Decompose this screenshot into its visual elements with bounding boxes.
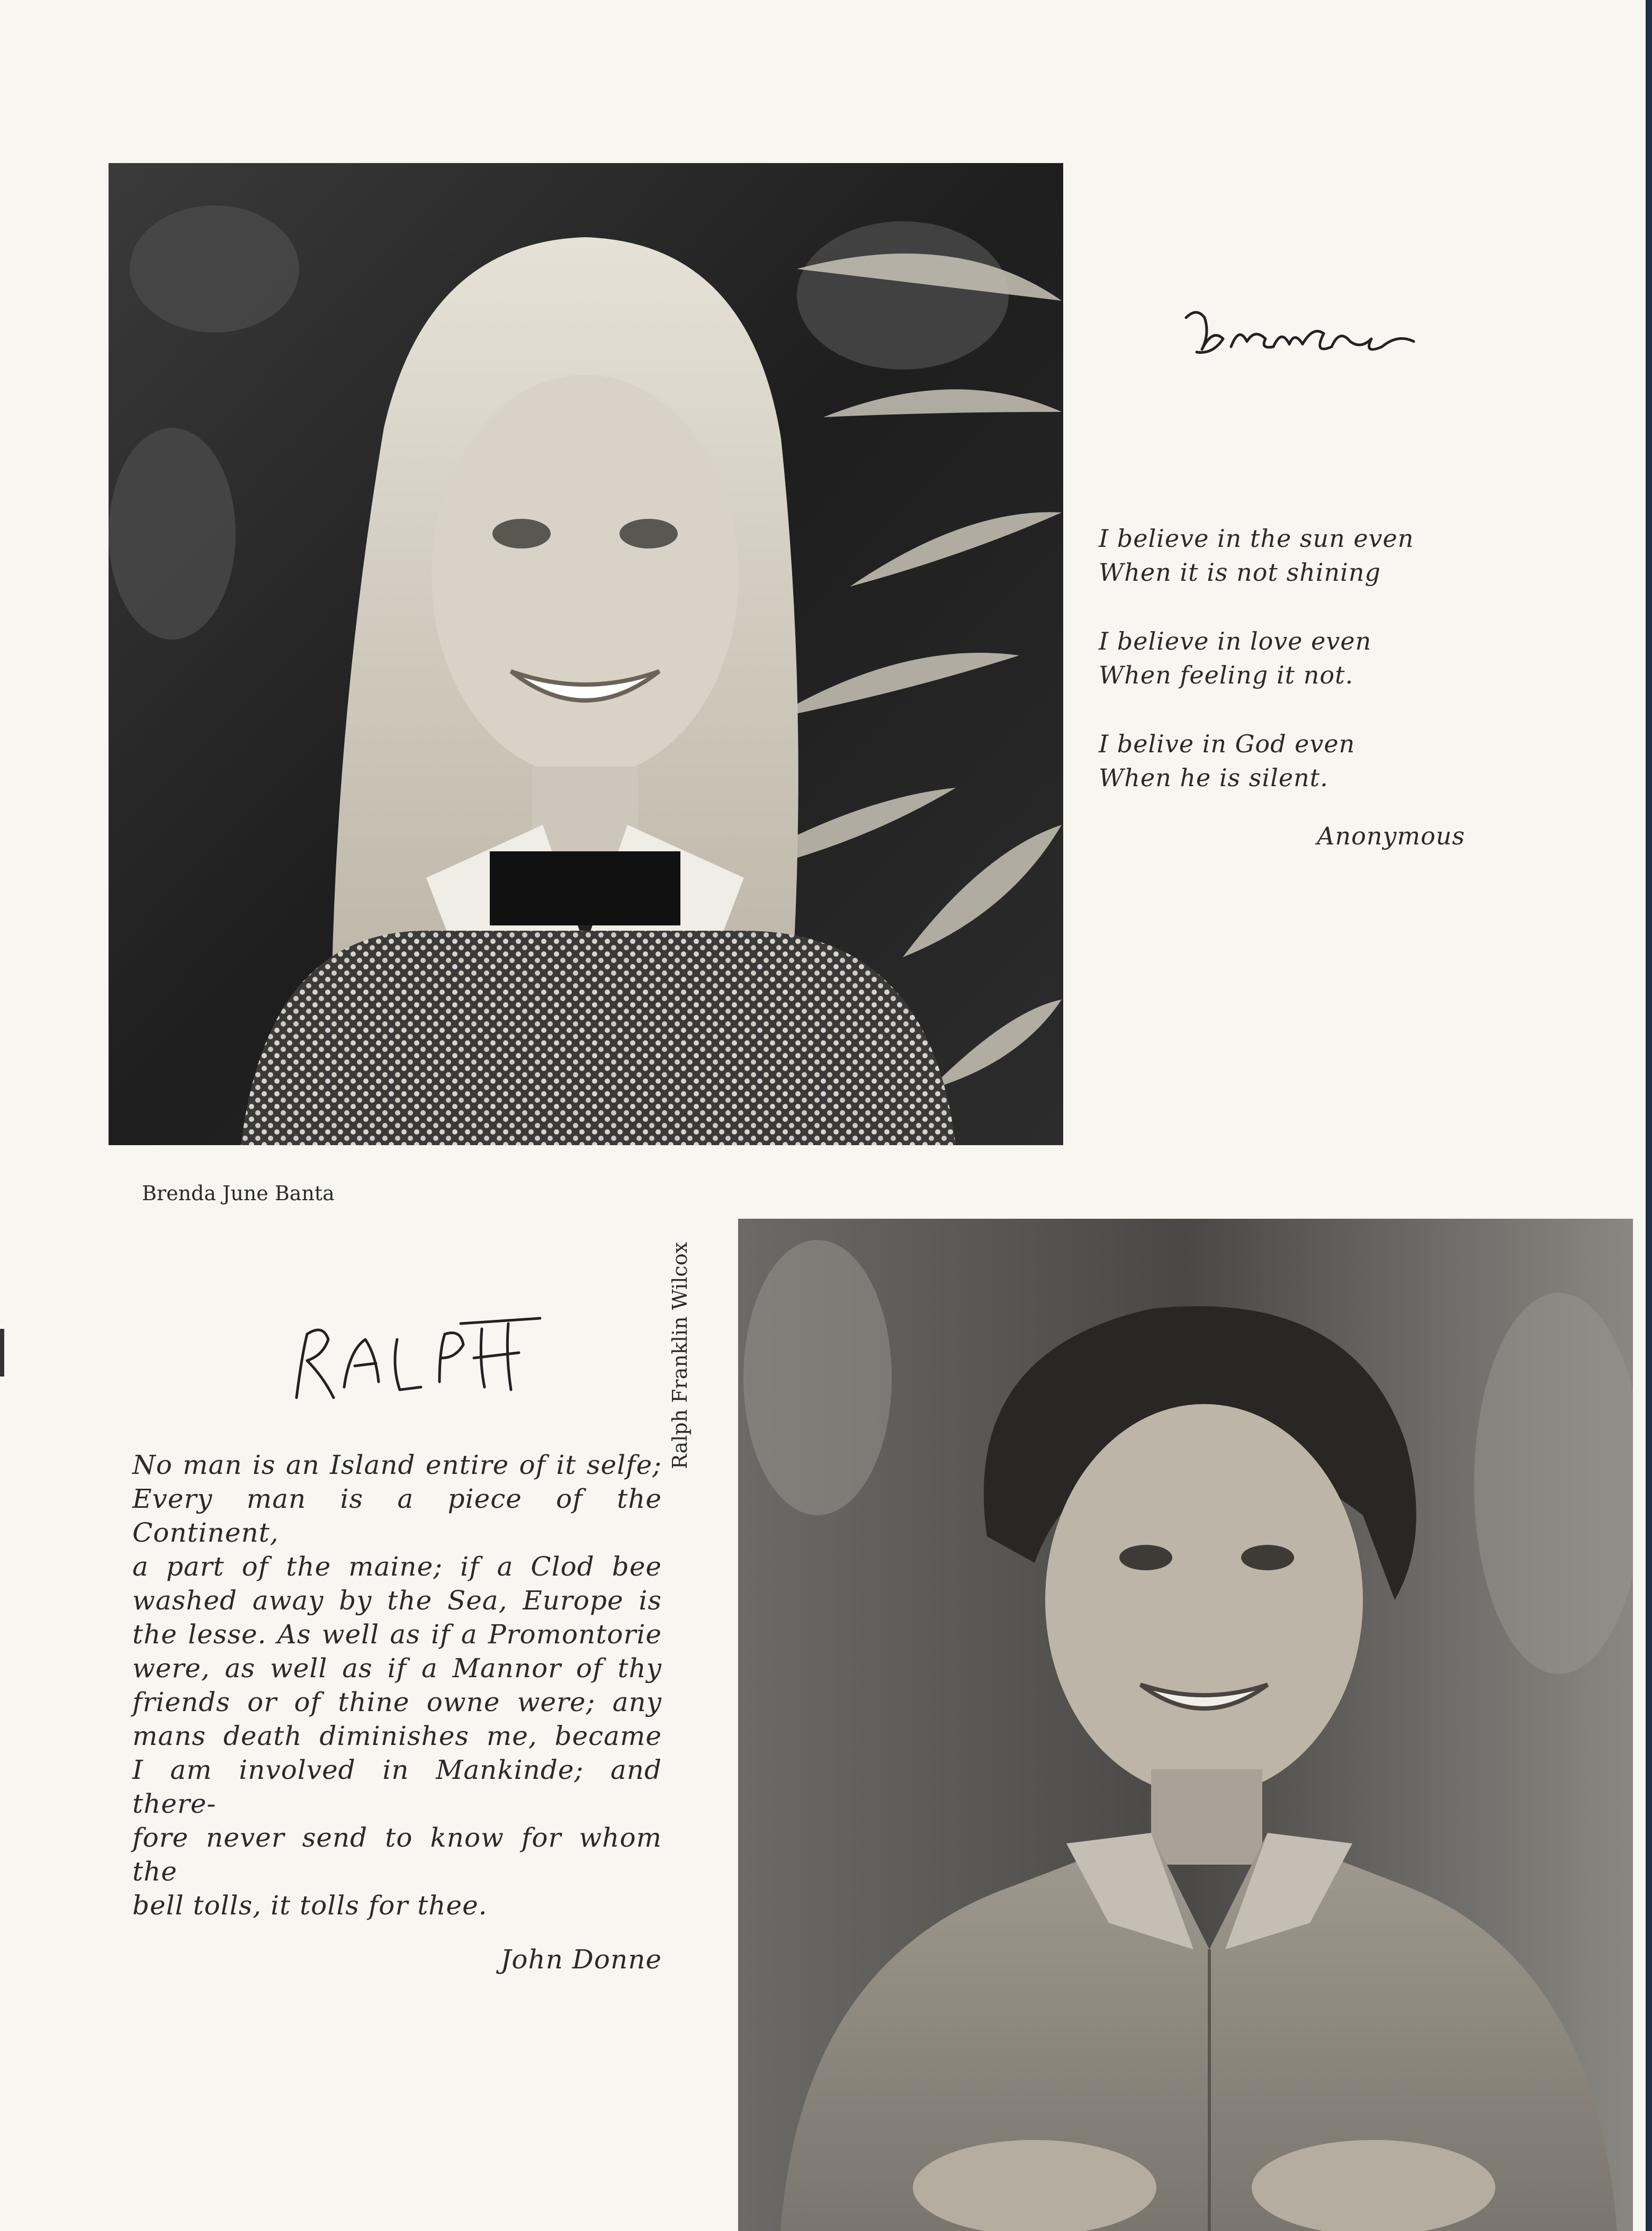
poem-line: When he is silent. [1099, 763, 1328, 792]
poem-line: were, as well as if a Mannor of thy [132, 1653, 662, 1684]
poem-line: When it is not shining [1099, 558, 1381, 587]
poem-line: bell tolls, it tolls for thee. [132, 1890, 488, 1921]
page-edge [0, 1329, 4, 1377]
poem-author: Anonymous [1317, 822, 1465, 850]
page-edge [1646, 0, 1652, 2231]
poem-line: I believe in love even [1099, 627, 1372, 655]
poem-line: fore never send to know for whom the [132, 1822, 662, 1887]
poem-body [132, 1448, 662, 1922]
poem-line: Every man is a piece of the Continent, [132, 1483, 662, 1548]
poem-line: I believe in the sun even [1099, 524, 1414, 553]
ralph-poem [132, 1448, 662, 1976]
poem-line: a part of the maine; if a Clod bee [132, 1551, 662, 1582]
poem-line: I am involved in Mankinde; and there- [132, 1755, 662, 1819]
brenda-signature [1181, 296, 1424, 371]
poem-line: washed away by the Sea, Europe is [132, 1585, 662, 1616]
poem-stanza [1099, 624, 1469, 692]
ralph-name-caption: Ralph Franklin Wilcox [668, 1242, 692, 1469]
poem-line: mans death diminishes me, became [132, 1721, 662, 1751]
ralph-portrait-photo [738, 1219, 1633, 2231]
brenda-name-caption: Brenda June Banta [142, 1182, 335, 1205]
poem-line: the lesse. As well as if a Promontorie [132, 1619, 662, 1650]
poem-stanza [1099, 521, 1469, 589]
brenda-poem [1099, 521, 1469, 853]
poem-stanza [1099, 727, 1469, 795]
poem-line: When feeling it not. [1099, 661, 1354, 689]
brenda-portrait-photo [109, 163, 1063, 1145]
poem-line: I belive in God even [1099, 730, 1355, 758]
poem-line: friends or of thine owne were; any [132, 1687, 662, 1717]
poem-line: No man is an Island entire of it selfe; [132, 1450, 662, 1480]
poem-author: John Donne [500, 1944, 662, 1975]
ralph-signature [286, 1302, 551, 1408]
